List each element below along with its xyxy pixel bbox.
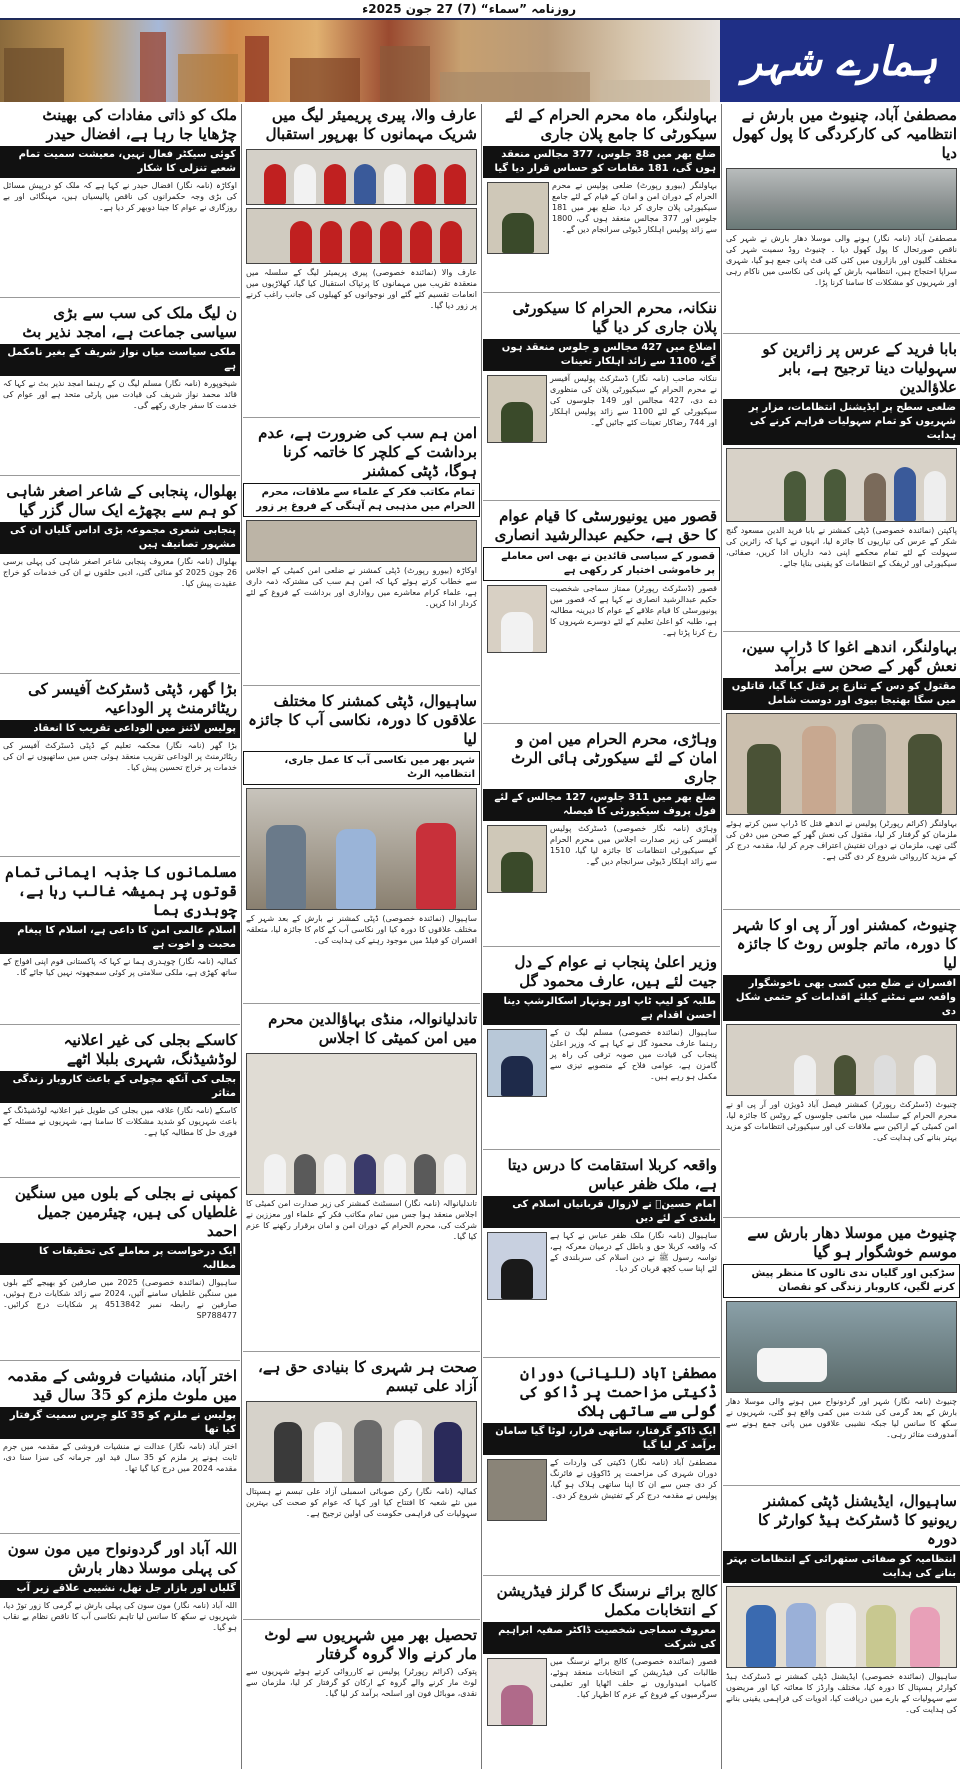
article-body: بہاولنگر (بیورو رپورٹ) ضلعی پولیس نے محرم الحرام کے دوران امن و امان کے قیام کے لئے جامع سیکیورٹی پلان جاری کر دیا، ضلع بھر میں 181 جلوس اور 377 مجالس منعقد ہوں گی، 1800 سے زائد پولیس اہلکار ڈیوٹی سرانجام دیں گے۔	[552, 181, 717, 234]
article	[243, 1008, 480, 1352]
article-subhead: معروف سماجی شخصیت ڈاکٹر صفیہ ابراہیم کی شرکت	[483, 1622, 720, 1654]
officials-visit-photo	[726, 448, 957, 522]
article-subhead: ضلع بھر میں 311 جلوس، 127 مجالس کے لئے فول پروف سیکیورٹی کا فیصلہ	[483, 789, 720, 821]
article-subhead: ضلع بھر میں 38 جلوس، 377 مجالس منعقد ہوں گی، 181 مقامات کو حساس قرار دیا گیا	[483, 146, 720, 178]
article-headline: وزیر اعلیٰ پنجاب نے عوام کے دل جیت لئے ہیں، عارف محمود گل	[514, 953, 717, 990]
article	[483, 104, 720, 293]
article-body: تاندلیانوالہ (نامہ نگار) اسسٹنٹ کمشنر کی زیر صدارت امن کمیٹی کا اجلاس منعقد ہوا جس میں تمام مکاتب فکر کے علماء اور معززین نے شرکت کی، محرم الحرام کے دوران امن و امان برقرار رکھنے کا عزم کیا گیا۔	[246, 1199, 477, 1241]
article	[0, 861, 240, 1025]
article-headline: کاسکے بجلی کی غیر اعلانیہ لوڈشیڈنگ، شہری بلبلا اٹھے	[63, 1031, 237, 1068]
article-headline: ن لیگ ملک کی سب سے بڑی سیاسی جماعت ہے، امجد نذیر بٹ	[22, 304, 237, 341]
malik-zafar-portrait	[487, 1232, 547, 1300]
article-headline: کالج برائے نرسنگ کا گرلز فیڈریشن کے انتخابات مکمل	[496, 1582, 717, 1619]
crime-scene-photo	[487, 1459, 547, 1521]
article	[723, 338, 960, 632]
dr-safia-portrait	[487, 1658, 547, 1726]
article	[0, 1365, 240, 1534]
article	[0, 302, 240, 476]
article-headline: واقعہ کربلا استقامت کا درس دیتا ہے، ملک ظفر عباس	[507, 1156, 717, 1193]
meeting-photo	[726, 1024, 957, 1096]
article-headline: قصور میں یونیورسٹی کا قیام عوام کا حق ہے، حکیم عبدالرشید انصاری	[494, 507, 717, 544]
top-strip	[0, 0, 960, 20]
article-body: ساہیوال (نامہ نگار) ملک ظفر عباس نے کہا ہے کہ واقعہ کربلا حق و باطل کے درمیان معرکہ ہے، نواسہ رسول ﷺ نے دین اسلام کی سربلندی کے لئے اپنا سب کچھ قربان کر دیا۔	[550, 1231, 717, 1273]
dateline: روزنامہ ”سماء“ (7) 27 جون 2025ء	[362, 2, 576, 16]
sports-event-photo-1	[246, 149, 477, 205]
banner-photo-collage	[0, 20, 720, 102]
article-body: بہاولنگر (کرائم رپورٹر) پولیس نے اندھے قتل کا ڈراپ سین کرتے ہوئے ملزمان کو گرفتار کر لیا، مقتول کی نعش گھر کے صحن میں دفن کی گئی تھی، ملزمان نے دوران تفتیش اعتراف جرم کر لیا، مقدمہ درج کر کے مزید کارروائی شروع کر دی گئی ہے۔	[726, 819, 957, 861]
column-2	[483, 104, 720, 1769]
article	[0, 1538, 240, 1691]
article-subhead: کوئی سیکٹر فعال نہیں، معیشت سمیت تمام شعبے تنزلی کا شکار	[0, 146, 240, 178]
article-headline: اللہ آباد اور گردونواح میں مون سون کی پہلی موسلا دھار بارش	[7, 1540, 237, 1577]
peace-committee-photo	[246, 520, 477, 562]
column-3	[243, 104, 480, 1769]
police-officer-portrait	[487, 182, 549, 254]
column-4	[0, 104, 240, 1769]
article-body: عارف والا (نمائندہ خصوصی) پیری پریمیئر لیگ کے سلسلہ میں منعقدہ تقریب میں مہمانوں کا پرتپاک استقبال کیا گیا، کھلاڑیوں میں انعامات تقسیم کئے گئے اور نوجوانوں کو کھیلوں کی جانب راغب کرنے پر زور دیا گیا۔	[246, 268, 477, 310]
article-body: بڑا گھر (نامہ نگار) محکمہ تعلیم کے ڈپٹی ڈسٹرکٹ آفیسر کی ریٹائرمنٹ پر الوداعی تقریب منعقد ہوئی جس میں ساتھیوں نے ان کی خدمات پر خراج تحسین پیش کیا۔	[3, 741, 237, 772]
article-body: کمالیہ (نامہ نگار) چوہدری ہما نے کہا کہ پاکستانی قوم اپنی افواج کے ساتھ کھڑی ہے، ملکی سلامتی پر کوئی سمجھوتہ نہیں کیا جائے گا۔	[3, 957, 237, 977]
article	[723, 636, 960, 910]
masthead	[720, 20, 960, 102]
article-subhead: پنجابی شعری مجموعہ بڑی اداس گلیاں ان کی مشہور تصانیف ہیں	[0, 522, 240, 554]
article-body: بھلوال (نامہ نگار) معروف پنجابی شاعر اصغر شاہی کی پہلی برسی 26 جون 2025 کو منائی گئی، ادبی حلقوں نے ان کی خدمات کو خراج عقیدت پیش کیا۔	[3, 557, 237, 588]
article-body: اختر آباد (نامہ نگار) عدالت نے منشیات فروشی کے مقدمہ میں جرم ثابت ہونے پر ملزم کو 35 سال قید اور جرمانہ کی سزا سنا دی، مقدمہ 2024 میں درج کیا گیا تھا۔	[3, 1442, 237, 1473]
article-headline: تاندلیانوالہ، منڈی بہاؤالدین محرم میں امن کمیٹی کا اجلاس	[268, 1010, 477, 1047]
article-body: وہاڑی (نامہ نگار خصوصی) ڈسٹرکٹ پولیس آفیسر کی زیر صدارت اجلاس میں محرم الحرام کے سیکیورٹی انتظامات کا جائزہ لیا گیا، 1510 سے زائد اہلکار ڈیوٹی سرانجام دیں گے۔	[550, 824, 717, 866]
article	[483, 1362, 720, 1576]
article-headline: عارف والا، پیری پریمیئر لیگ میں شریک مہمانوں کا بھرپور استقبال	[265, 106, 477, 143]
article	[723, 1222, 960, 1486]
article	[723, 1490, 960, 1769]
article-headline: ساہیوال، ڈپٹی کمشنر کا مختلف علاقوں کا دورہ، نکاسی آب کا جائزہ لیا	[248, 692, 477, 748]
article-subhead: پولیس نے ملزم کو 35 کلو چرس سمیت گرفتار کیا تھا	[0, 1407, 240, 1439]
article-body: شیخوپورہ (نامہ نگار) مسلم لیگ ن کے رہنما امجد نذیر بٹ نے کہا کہ قائد محمد نواز شریف کی قیادت میں پارٹی متحد ہے اور عوام کی خدمت کا سفر جاری رکھے گی۔	[3, 379, 237, 410]
article-headline: مصطفیٰ آباد (للیانی) دوران ڈکیتی مزاحمت پر ڈاکو کی گولی سے ساتھی ہلاک	[520, 1364, 717, 1420]
article-headline: مسلمانوں کا جذبہ ایمانی تمام قوتوں پر ہمیشہ غالب رہا ہے، چوہدری ہما	[5, 863, 237, 919]
article-headline: چنیوٹ، کمشنر اور آر پی او کا شہر کا دورہ، ماتم جلوس روٹ کا جائزہ لیا	[733, 916, 957, 972]
article-headline: ساہیوال، ایڈیشنل ڈپٹی کمشنر ریونیو کا ڈسٹرکٹ ہیڈ کوارٹر کا دورہ	[757, 1492, 957, 1548]
article-headline: صحت ہر شہری کا بنیادی حق ہے، آزاد علی تبسم	[257, 1358, 477, 1395]
sports-event-photo-2	[246, 208, 477, 264]
article-subhead: افسران نے ضلع میں کسی بھی ناخوشگوار واقعہ سے نمٹنے کیلئے اقدامات کو حتمی شکل دی	[723, 975, 960, 1021]
article-subhead: ملکی سیاست میاں نواز شریف کے بغیر نامکمل ہے	[0, 344, 240, 376]
article-subhead: اضلاع میں 427 مجالس و جلوس منعقد ہوں گے، 1100 سے زائد اہلکار تعینات	[483, 339, 720, 371]
article-headline: ملک کو ذاتی مفادات کی بھینٹ چڑھایا جا رہا ہے، افضال حیدر	[42, 106, 237, 143]
article-subhead: بجلی کی آنکھ مچولی کے باعث کاروبار زندگی متاثر	[0, 1071, 240, 1103]
article-headline: اختر آباد، منشیات فروشی کے مقدمہ میں ملوث ملزم کو 35 سال قید	[7, 1367, 237, 1404]
ribbon-cutting-photo	[246, 1401, 477, 1483]
article	[483, 1154, 720, 1358]
article-body: اللہ آباد (نامہ نگار) مون سون کی پہلی بارش نے گرمی کا زور توڑ دیا، شہریوں نے سکھ کا سانس لیا تاہم نکاسی آب کا ناقص نظام بے نقاب ہو گیا۔	[3, 1601, 237, 1632]
article	[243, 1624, 480, 1769]
article-headline: امن ہم سب کی ضرورت ہے، عدم برداشت کے کلچر کا خاتمہ کرنا ہوگا، ڈپٹی کمشنر	[258, 424, 477, 480]
article	[483, 297, 720, 501]
flooded-street-photo	[726, 168, 957, 230]
article-subhead: ایک درخواست پر معاملے کی تحقیقات کا مطالبہ	[0, 1243, 240, 1275]
article-body: اوکاڑہ (بیورو رپورٹ) ڈپٹی کمشنر نے ضلعی امن کمیٹی کے اجلاس سے خطاب کرتے ہوئے کہا کہ امن ہم سب کی مشترکہ ذمہ داری ہے، علماء کرام معاشرے میں رواداری اور برداشت کے فروغ کے لئے کردار ادا کریں۔	[246, 566, 477, 608]
article-subhead: شہر بھر میں نکاسی آب کا عمل جاری، انتظامیہ الرٹ	[243, 751, 480, 785]
article-headline: تحصیل بھر میں شہریوں سے لوٹ مار کرنے والا گروہ گرفتار	[264, 1626, 477, 1663]
article-subhead: انتظامیہ کو صفائی ستھرائی کے انتظامات بہتر بنانے کی ہدایت	[723, 1551, 960, 1583]
hospital-visit-photo	[726, 1586, 957, 1668]
article	[0, 678, 240, 857]
article	[243, 690, 480, 1004]
article-body: چنیوٹ (نامہ نگار) شہر اور گردونواح میں ہونے والی موسلا دھار بارش کے بعد گرمی کی شدت میں کمی واقع ہو گئی، شہریوں نے سکھ کا سانس لیا جبکہ نشیبی علاقوں میں پانی جمع ہونے سے آمدورفت متاثر رہی۔	[726, 1397, 957, 1439]
article-headline: بڑا گھر، ڈپٹی ڈسٹرکٹ آفیسر کی ریٹائرمنٹ پر الوداعیہ	[28, 680, 237, 717]
column-1	[723, 104, 960, 1769]
article	[483, 728, 720, 947]
article-subhead: قصور کے سیاسی قائدین نے بھی اس معاملے پر خاموشی اختیار کر رکھی ہے	[483, 547, 720, 581]
article-body: کمالیہ (نامہ نگار) رکن صوبائی اسمبلی آزاد علی تبسم نے ہسپتال میں نئے شعبہ کا افتتاح کیا اور کہا کہ عوام کو صحت کی بہترین سہولیات کی فراہمی حکومت کی اولین ترجیح ہے۔	[246, 1487, 477, 1518]
article-body: ننکانہ صاحب (نامہ نگار) ڈسٹرکٹ پولیس آفیسر نے محرم الحرام کے سیکیورٹی پلان کی منظوری دے دی، 427 مجالس اور 149 جلوسوں کی سیکیورٹی کے لئے 1100 سے زائد پولیس اہلکار اور 744 رضاکار تعینات کئے جائیں گے۔	[550, 374, 717, 427]
article-subhead: تمام مکاتب فکر کے علماء سے ملاقات، محرم الحرام میں مذہبی ہم آہنگی کے فروغ پر زور	[243, 483, 480, 517]
article	[0, 480, 240, 674]
dpo-vehari-portrait	[487, 825, 547, 893]
article-body: ساہیوال (نمائندہ خصوصی) ڈپٹی کمشنر نے بارش کے بعد شہر کے مختلف علاقوں کا دورہ کیا اور نکاسی آب کے کام کا جائزہ لیا، متعلقہ افسران کو فیلڈ میں موجود رہنے کی ہدایت کی۔	[246, 914, 477, 945]
article-body: مصطفیٰ آباد (نامہ نگار) ہونے والی موسلا دھار بارش نے شہر کی ناقص صورتحال کا پول کھول دیا ۔ چنیوٹ روڈ سمیت شہر کی مختلف گلیوں اور بازاروں میں کئی کئی فٹ پانی جمع ہو گیا، شہری سراپا احتجاج ہیں، انتظامیہ بارش کے پانی کی نکاسی میں ناکام رہی اور شہریوں کو مشکلات کا سامنا کرنا پڑا۔	[726, 234, 957, 287]
article-body: مصطفیٰ آباد (نامہ نگار) ڈکیتی کی واردات کے دوران شہری کی مزاحمت پر ڈاکوؤں نے فائرنگ کر دی جس سے ان کا اپنا ساتھی ہلاک ہو گیا، پولیس نے مقدمہ درج کر کے تفتیش شروع کر دی۔	[550, 1458, 717, 1500]
police-arrest-photo	[726, 713, 957, 815]
article-body: قصور (نمائندہ خصوصی) کالج برائے نرسنگ میں طالبات کی فیڈریشن کے انتخابات منعقد ہوئے، کامیاب امیدواروں نے حلف اٹھایا اور تعلیمی سرگرمیوں کے فروغ کے عزم کا اظہار کیا۔	[550, 1657, 717, 1699]
masthead-title: ہمارے شہر	[742, 37, 938, 85]
article-subhead: ضلعی سطح پر ایڈیشنل انتظامات، مزار پر شہریوں کو تمام سہولیات فراہم کرنے کی ہدایت	[723, 399, 960, 445]
rain-street-photo	[726, 1301, 957, 1393]
article-headline: بھلوال، پنجابی کے شاعر اصغر شاہی کو ہم سے بچھڑے ایک سال گزر گیا	[6, 482, 237, 519]
article	[243, 422, 480, 686]
article	[723, 104, 960, 334]
article-subhead: گلیاں اور بازار جل تھل، نشیبی علاقے زیر آب	[0, 1580, 240, 1598]
article-body: چنیوٹ (ڈسٹرکٹ رپورٹر) کمشنر فیصل آباد ڈویژن اور آر پی او نے محرم الحرام کے سلسلہ میں ماتمی جلوسوں کے روٹس کا جائزہ لیا، امن کمیٹی کے اراکین سے ملاقات کی اور سیکیورٹی انتظامات کو مزید بہتر بنانے کی ہدایت کی۔	[726, 1100, 957, 1142]
article-headline: بابا فرید کے عرس پر زائرین کو سہولیات دینا ترجیح ہے، بابر علاؤالدین	[762, 340, 957, 396]
article	[483, 951, 720, 1150]
article-headline: وہاڑی، محرم الحرام میں امن و امان کے لئے سیکورٹی ہائی الرٹ جاری	[511, 730, 717, 786]
article-subhead: پولیس لائنز میں الوداعی تقریب کا انعقاد	[0, 720, 240, 738]
article	[0, 1029, 240, 1178]
article-body: ساہیوال (نمائندہ خصوصی) ایڈیشنل ڈپٹی کمشنر نے ڈسٹرکٹ ہیڈ کوارٹر ہسپتال کا دورہ کیا، مختلف وارڈز کا معائنہ کیا اور مریضوں سے سہولیات کے بارے میں دریافت کیا، ادویات کی فراہمی یقینی بنانے کی ہدایت کی۔	[726, 1672, 957, 1714]
meeting-collage-photo	[246, 1053, 477, 1195]
article-headline: بہاولنگر، ماہ محرم الحرام کے لئے سیکورٹی کا جامع پلان جاری	[504, 106, 717, 143]
article-body: کاسکے (نامہ نگار) علاقہ میں بجلی کی طویل غیر اعلانیہ لوڈشیڈنگ کے باعث شہریوں کو شدید مشکلات کا سامنا ہے، شہریوں نے مسئلہ کے فوری حل کا مطالبہ کیا ہے۔	[3, 1106, 237, 1137]
article-body: پاکپتن (نمائندہ خصوصی) ڈپٹی کمشنر نے بابا فرید الدین مسعود گنج شکر کے عرس کی تیاریوں کا جائزہ لیا، انہوں نے کہا کہ زائرین کی سہولت کے لئے تمام محکمے اپنی ذمہ داریاں ادا کریں، صفائی، سیکیورٹی اور ٹریفک کے انتظامات کو یقینی بنایا جائے۔	[726, 526, 957, 568]
article-body: ساہیوال (نمائندہ خصوصی) 2025 میں صارفین کو بھیجے گئے بلوں میں سنگین غلطیاں سامنے آئیں، 2024 سے زائد شکایات درج ہوئیں، صارفین نے رابطہ نمبر 4513842 پر شکایات درج کرائیں۔ SP788477	[3, 1278, 238, 1320]
article-body: اوکاڑہ (نامہ نگار) افضال حیدر نے کہا ہے کہ ملک کو درپیش مسائل کی بڑی وجہ حکمرانوں کی ناقص پالیسیاں ہیں، مہنگائی اور بے روزگاری نے عوام کا جینا دوبھر کر دیا ہے۔	[3, 181, 237, 212]
article	[483, 505, 720, 724]
article-headline: ننکانہ، محرم الحرام کا سیکورٹی پلان جاری کر دیا گیا	[512, 299, 717, 336]
arif-mehmood-portrait	[487, 1029, 547, 1097]
article-headline: مصطفیٰ آباد، چنیوٹ میں بارش نے انتظامیہ کی کارکردگی کا پول کھول دیا	[732, 106, 957, 162]
dpo-portrait	[487, 375, 547, 443]
article-headline: چنیوٹ میں موسلا دھار بارش سے موسم خوشگوار ہو گیا	[747, 1224, 957, 1261]
article	[243, 1356, 480, 1620]
article	[723, 914, 960, 1218]
article-body: پتوکی (کرائم رپورٹر) پولیس نے کارروائی کرتے ہوئے شہریوں سے لوٹ مار کرنے والے گروہ کے ارکان کو گرفتار کر لیا، ملزمان سے نقدی، موبائل فون اور اسلحہ برآمد کر لیا گیا۔	[246, 1667, 477, 1698]
article-subhead: سڑکیں اور گلیاں ندی نالوں کا منظر پیش کرنے لگیں، کاروبار زندگی کو نقصان	[723, 1264, 960, 1298]
article-subhead: امام حسینؑ نے لازوال قربانیاں اسلام کی بلندی کے لئے دیں	[483, 1196, 720, 1228]
hakeem-portrait	[487, 585, 547, 653]
article-subhead: مقتول کو دس کے تنازع پر قتل کیا گیا، قاتلوں میں سگا بھتیجا بیوی اور دوست شامل	[723, 678, 960, 710]
article-subhead: ایک ڈاکو گرفتار، ساتھی فرار، لوٹا گیا سامان برآمد کر لیا گیا	[483, 1423, 720, 1455]
article-subhead: طلبہ کو لیپ ٹاپ اور ہونہار اسکالرشپ دینا احسن اقدام ہے	[483, 993, 720, 1025]
article-body: قصور (ڈسٹرکٹ رپورٹر) ممتاز سماجی شخصیت حکیم عبدالرشید انصاری نے کہا ہے کہ قصور میں یونیورسٹی کا قیام علاقے کے عوام کا دیرینہ مطالبہ ہے، طلبہ کو اعلیٰ تعلیم کے لئے دوسرے شہروں کا رخ کرنا پڑتا ہے۔	[550, 584, 717, 637]
article	[0, 104, 240, 298]
dc-inspection-photo	[246, 788, 477, 910]
banner	[0, 20, 960, 102]
article	[483, 1580, 720, 1769]
article-headline: بہاولنگر، اندھے اغوا کا ڈراپ سین، نعش گھر کے صحن سے برآمد	[741, 638, 957, 675]
article	[243, 104, 480, 418]
article-body: ساہیوال (نمائندہ خصوصی) مسلم لیگ ن کے رہنما عارف محمود گل نے کہا ہے کہ وزیر اعلیٰ پنجاب کی قیادت میں صوبہ ترقی کی راہ پر گامزن ہے، عوامی فلاح کے منصوبے تیزی سے مکمل ہو رہے ہیں۔	[550, 1028, 717, 1081]
article-headline: کمپنی نے بجلی کے بلوں میں سنگین غلطیاں کی ہیں، چیئرمین جمیل احمد	[14, 1184, 237, 1240]
article-subhead: اسلام عالمی امن کا داعی ہے، اسلام کا پیغام محبت و اخوت ہے	[0, 922, 240, 954]
article	[0, 1182, 240, 1361]
